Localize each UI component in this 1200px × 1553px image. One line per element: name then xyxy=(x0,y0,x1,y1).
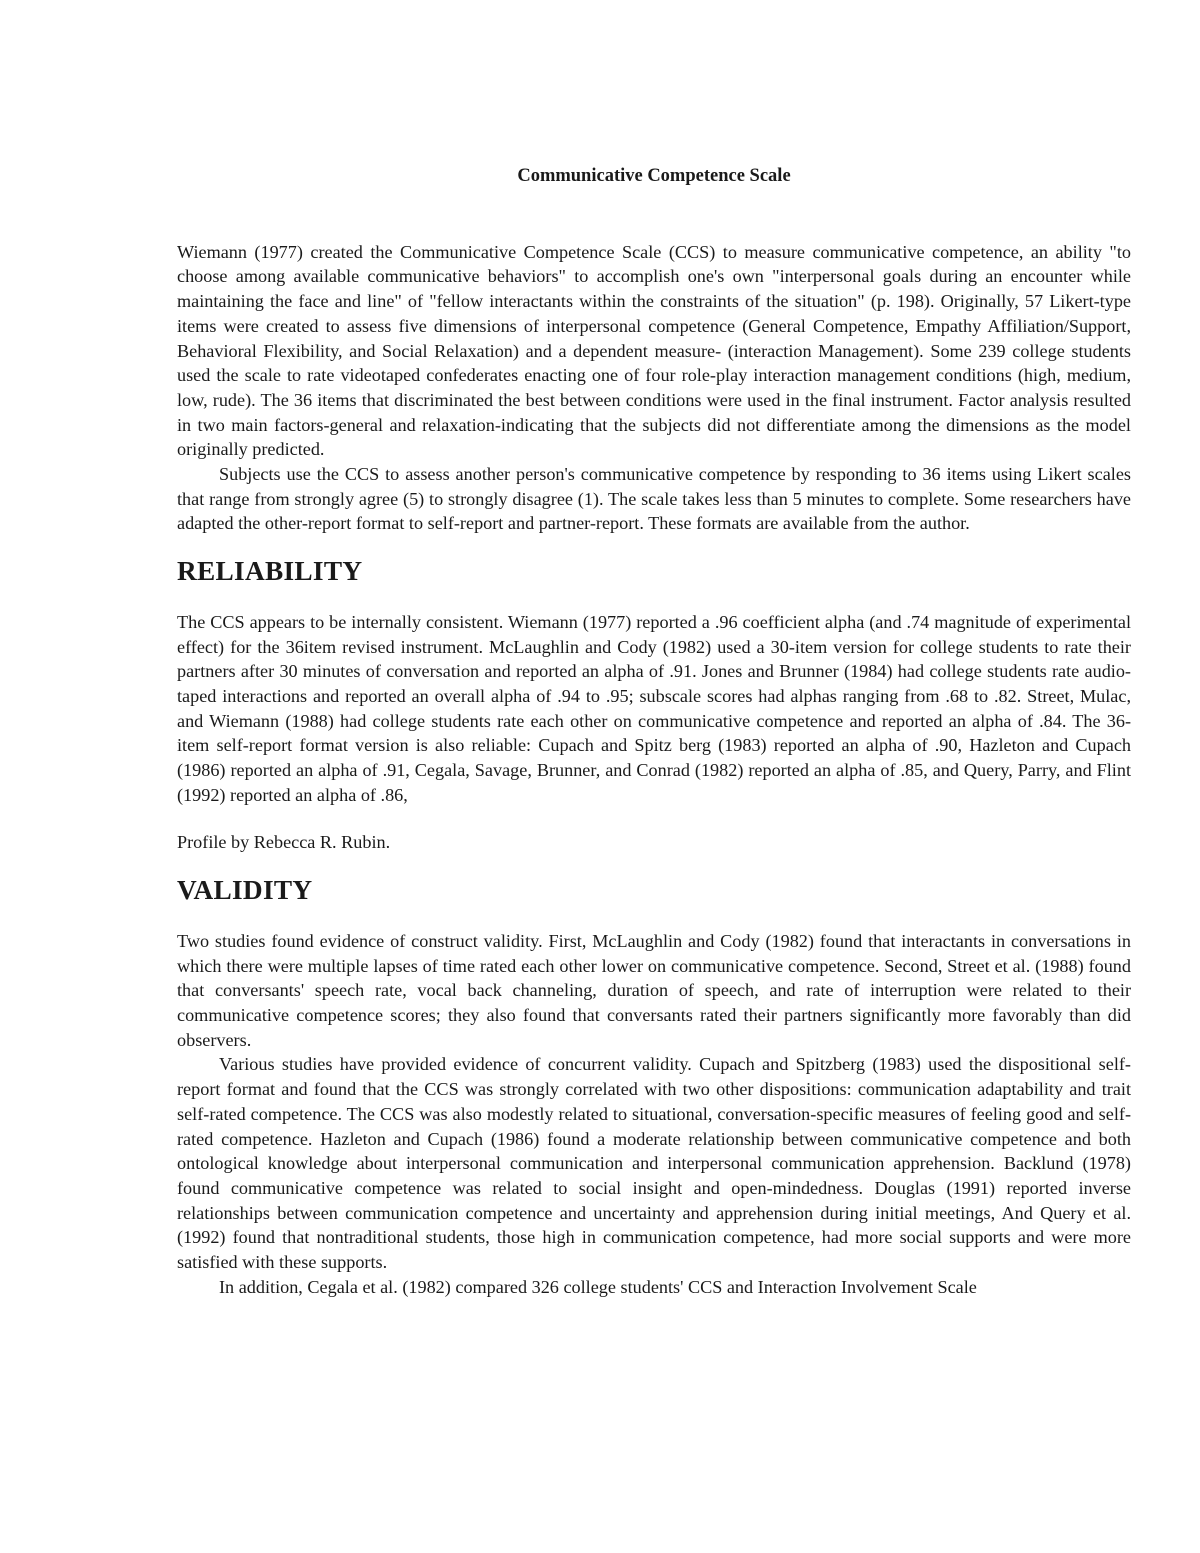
intro-paragraph-2: Subjects use the CCS to assess another person's communicative competence by responding to 36 items using Likert scales that range from strongly agree (5) to strongly disagree (1). The scale takes less than 5 minutes to complete. Some researchers have adapted the other-report format to self-report and partner-report. These formats are available from the author. xyxy=(177,464,1131,534)
document-body xyxy=(177,164,1131,1299)
validity-paragraph-2: Various studies have provided evidence of concurrent validity. Cupach and Spitzberg (1983) used the dispositional self-report format and found that the CCS was strongly correlated with two other dispositions: communication adaptability and trait self-rated competence. The CCS was also modestly related to situational, conversation-specific measures of feeling good and self-rated competence. Hazleton and Cupach (1986) found a moderate relationship between communicative competence and both ontological knowledge about interpersonal communication and interpersonal communication apprehension. Backlund (1978) found communicative competence was related to social insight and open-mindedness. Douglas (1991) reported inverse relationships between communication competence and uncertainty and apprehension during initial meetings, And Query et al. (1992) found that nontraditional students, those high in communication competence, had more social supports and were more satisfied with these supports. xyxy=(177,1054,1131,1273)
validity-paragraph-1: Two studies found evidence of construct validity. First, McLaughlin and Cody (1982) found that interactants in conversations in which there were multiple lapses of time rated each other lower on communicative competence. Second, Street et al. (1988) found that conversants' speech rate, vocal back channeling, duration of speech, and rate of interruption were related to their communicative competence scores; they also found that conversants rated their partners significantly more favorably than did observers. xyxy=(177,930,1131,1050)
profile-credit: Profile by Rebecca R. Rubin. xyxy=(177,832,391,853)
reliability-paragraph-1: The CCS appears to be internally consistent. Wiemann (1977) reported a .96 coefficient alpha (and .74 magnitude of experimental effect) for the 36item revised instrument. McLaughlin and Cody (1982) used a 30-item version for college students to rate their partners after 30 minutes of conversation and reported an alpha of .91. Jones and Brunner (1984) had college students rate audio-taped interactions and reported an overall alpha of .94 to .95; subscale scores had alphas ranging from .68 to .82. Street, Mulac, and Wiemann (1988) had college students rate each other on communicative competence and reported an alpha of .84. The 36-item self-report format version is also reliable: Cupach and Spitz berg (1983) reported an alpha of .90, Hazleton and Cupach (1986) reported an alpha of .91, Cegala, Savage, Brunner, and Conrad (1982) reported an alpha of .85, and Query, Parry, and Flint (1992) reported an alpha of .86, xyxy=(177,611,1131,805)
document-title: Communicative Competence Scale xyxy=(517,166,791,186)
reliability-heading: RELIABILITY xyxy=(177,556,363,587)
intro-paragraph-1: Wiemann (1977) created the Communicative Competence Scale (CCS) to measure communicative competence, an ability "to choose among available communicative behaviors" to accomplish one's own "interpersonal goals during an encounter while maintaining the face and line" of "fellow interactants within the constraints of the situation" (p. 198). Originally, 57 Likert-type items were created to assess five dimensions of interpersonal competence (General Competence, Empathy Affiliation/Support, Behavioral Flexibility, and Social Relaxation) and a dependent measure- (interaction Management). Some 239 college students used the scale to rate videotaped confederates enacting one of four role-play interaction management conditions (high, medium, low, rude). The 36 items that discriminated the best between conditions were used in the final instrument. Factor analysis resulted in two main factors-general and relaxation-indicating that the subjects did not differentiate among the dimensions as the model originally predicted. xyxy=(177,241,1131,460)
validity-heading: VALIDITY xyxy=(177,875,313,906)
validity-paragraph-3: In addition, Cegala et al. (1982) compared 326 college students' CCS and Interaction Involvement Scale xyxy=(219,1276,977,1297)
